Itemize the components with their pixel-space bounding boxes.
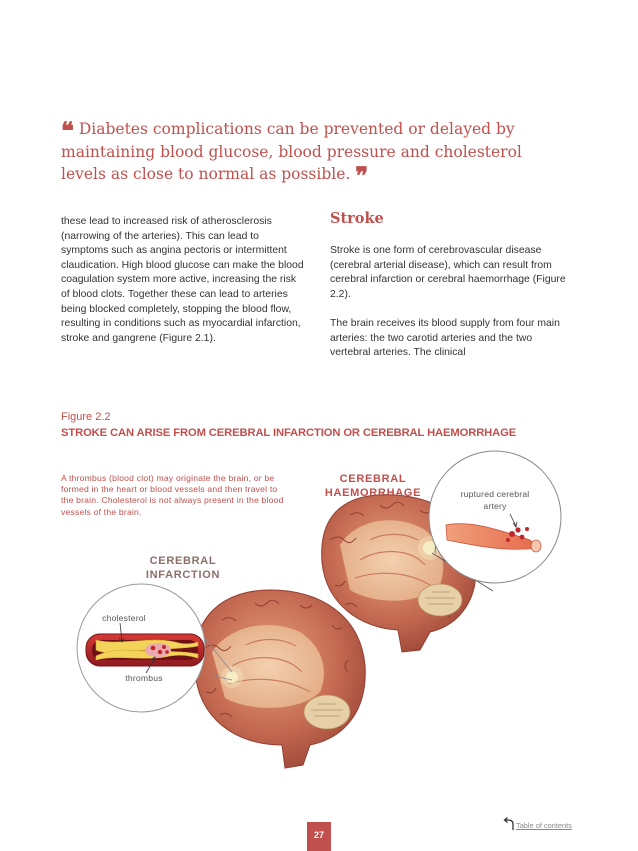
cholesterol-label: cholesterol bbox=[88, 613, 160, 623]
table-of-contents-link[interactable]: Table of contents bbox=[516, 821, 572, 830]
open-quote-icon: ❝ bbox=[61, 116, 74, 145]
ruptured-artery-label: ruptured cerebral artery bbox=[460, 489, 530, 511]
figure-title: STROKE CAN ARISE FROM CEREBRAL INFARCTION OR CEREBRAL HAEMORRHAGE bbox=[61, 427, 517, 439]
return-arrow-icon[interactable] bbox=[503, 817, 515, 831]
ruptured-artery-callout bbox=[429, 451, 561, 583]
page-number: 27 bbox=[307, 822, 331, 851]
section-heading-stroke: Stroke bbox=[330, 210, 384, 227]
close-quote-icon: ❞ bbox=[355, 161, 369, 190]
pull-quote-text: Diabetes complications can be prevented or delayed by maintaining blood glucose, blood pressure and cholesterol levels as close to normal as possible. bbox=[61, 120, 522, 183]
figure-number: Figure 2.2 bbox=[61, 411, 111, 423]
figure-note: A thrombus (blood clot) may originate the brain, or be formed in the heart or blood vessels and then travel to the brain. Cholesterol is not always present in the blood vessels of the brain. bbox=[61, 473, 284, 517]
stroke-paragraph-1: Stroke is one form of cerebrovascular disease (cerebral arterial disease), which can result from cerebral infarction or cerebral haemorrhage (Figure 2.2). bbox=[330, 245, 566, 300]
thrombus-label: thrombus bbox=[125, 673, 163, 683]
stroke-paragraph-2: The brain receives its blood supply from four main arteries: the two carotid arteries and the two vertebral arteries. The clinical bbox=[330, 317, 560, 359]
blocked-artery-illustration bbox=[77, 584, 205, 712]
cerebral-infarction-label: CEREBRAL INFARCTION bbox=[145, 555, 221, 581]
infarction-brain bbox=[195, 590, 366, 768]
cerebral-haemorrhage-label: CEREBRAL HAEMORRHAGE bbox=[324, 473, 422, 499]
body-paragraph: these lead to increased risk of atherosclerosis (narrowing of the arteries). This can lead to symptoms such as angina pectoris or intermittent claudication. High blood glucose can make the blood coagulation system more active, increasing the risk of blood clots. Together these can lead to arteries being blocked completely, stopping the blood flow, resulting in conditions such as myocardial infarction, stroke and gangrene (Figure 2.1). bbox=[61, 216, 304, 344]
